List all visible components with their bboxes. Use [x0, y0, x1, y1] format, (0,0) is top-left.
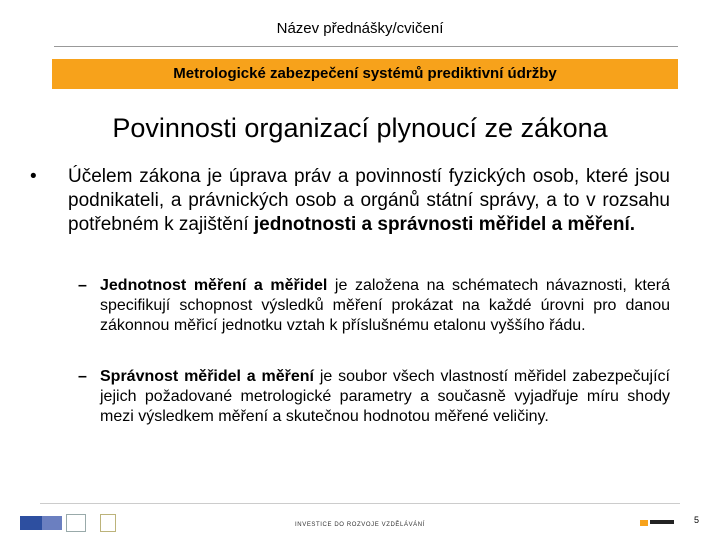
footer-divider: [40, 503, 680, 504]
footer-slogan: INVESTICE DO ROZVOJE VZDĚLÁVÁNÍ: [295, 522, 425, 528]
university-logo: [640, 516, 680, 528]
course-banner: Metrologické zabezpečení systémů prediktivní údržby: [52, 59, 678, 89]
header-divider: [54, 46, 678, 47]
sub-bullet-marker: –: [78, 368, 87, 385]
bullet-text: [68, 165, 670, 237]
page-number: 5: [694, 515, 700, 525]
sub-bullet-marker: –: [78, 277, 87, 294]
sub-bullet-definition: je založena na schématech návaznosti, která specifikují schopnost výsledků měření prokázat na každé úrovni pro danou zákonnou měřicí jednotku vztah k příslušnému etalonu vyššího řádu.: [100, 277, 670, 334]
sub-bullet-accuracy: [78, 367, 670, 427]
sub-bullet-term: Správnost měřidel a měření: [100, 368, 314, 385]
sub-bullet-definition: je soubor všech vlastností měřidel zabezpečující jejich požadované metrologické parametry a současně vyjadřuje míru shody mezi výsledkem měření a skutečnou hodnotou měřené veličiny.: [100, 368, 670, 425]
slide-heading: Povinnosti organizací plynoucí ze zákona: [112, 113, 608, 143]
bullet-text-plain: Účelem zákona je úprava práv a povinností fyzických osob, které jsou podnikateli, a právnických osob a orgánů státní správy, a to v rozsahu potřebném k zajištění: [68, 166, 670, 235]
sub-bullet-text: [100, 367, 670, 427]
bullet-marker: •: [30, 166, 37, 187]
sub-bullet-consistency: [78, 276, 670, 336]
lecture-title: Název přednášky/cvičení: [276, 20, 444, 37]
sub-bullet-term: Jednotnost měření a měřidel: [100, 277, 328, 294]
main-bullet: [30, 165, 670, 237]
sub-bullet-text: [100, 276, 670, 336]
bullet-text-bold: jednotnosti a správnosti měřidel a měření.: [253, 214, 636, 235]
